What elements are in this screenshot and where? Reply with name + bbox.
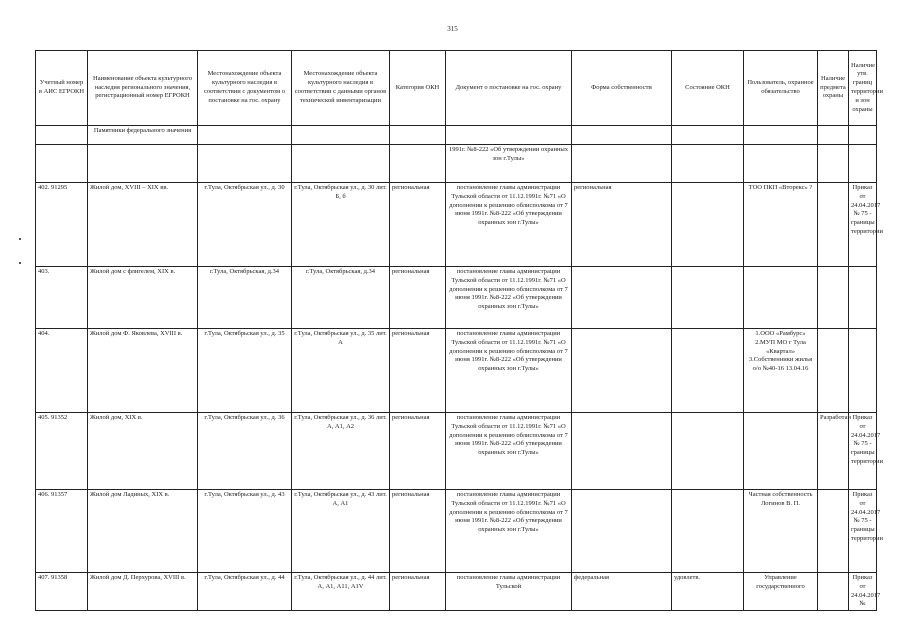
cell-row-number: [36, 145, 88, 183]
cell-document: 1991г. №8-222 «Об утверждении охранных зон г.Тулы»: [446, 145, 572, 183]
cell-category: региональная: [390, 413, 446, 490]
header-user: Пользователь, охранное обязательство: [744, 51, 818, 126]
cell-location-document: г.Тула, Октябрьская ул., д. 36: [198, 413, 292, 490]
cell-category: региональная: [390, 490, 446, 573]
cell-row-number: 404.: [36, 329, 88, 413]
header-borders: Наличие утв. границ территории и зон охраны: [849, 51, 877, 126]
cell-borders: [849, 267, 877, 329]
header-location-document: Местонахождение объекта культурного наследия в соответствии с документом о постановке на гос. охрану: [198, 51, 292, 126]
cell-borders: [849, 329, 877, 413]
cell-state: [672, 413, 744, 490]
cell-user: Частная собственность Логинов В. П.: [744, 490, 818, 573]
page-number: 315: [447, 25, 458, 33]
table-header: [36, 51, 883, 126]
cell-location-inventory: г.Тула, Октябрьская, д.34: [292, 267, 390, 329]
cell-state: удовлетв.: [672, 573, 744, 611]
cell-object-name: Жилой дом, XVIII – XIX вв.: [88, 183, 198, 267]
cell-category: [390, 145, 446, 183]
cell-user: 1.ООО «Рамбурс» 2.МУП МО г Тула «Квартал» 3.Собственники жилья о/о №40-16 13.04.16: [744, 329, 818, 413]
cell-location-document: [198, 145, 292, 183]
cell-borders: Приказ от 24.04.2017 № 75 - границы территории: [849, 183, 877, 267]
cell-ownership: [572, 490, 672, 573]
section-subheader: [36, 126, 877, 145]
cell-location-inventory: г.Тула, Октябрьская ул., д. 44 лит. А, А1, А11, А1V: [292, 573, 390, 611]
table-row: [36, 413, 877, 490]
cell-location-inventory: [292, 145, 390, 183]
cell-ownership: региональная: [572, 183, 672, 267]
cell-ownership: [572, 267, 672, 329]
cell-borders: Приказ от 24.04.2017 № 75 - границы территории: [849, 490, 877, 573]
cell-object-name: Жилой дом Ф. Яковлева, XVIII в.: [88, 329, 198, 413]
cell-user: ТОО ПКП «Вторекс» ?: [744, 183, 818, 267]
cell-category: региональная: [390, 267, 446, 329]
cell-protection-subject: Разработан: [818, 413, 849, 490]
cell-location-inventory: г.Тула, Октябрьская ул., д. 30 лит. Б, б: [292, 183, 390, 267]
cell-user: Управление государственного: [744, 573, 818, 611]
cell-state: [672, 267, 744, 329]
cell-location-document: г.Тула, Октябрьская ул., д. 44: [198, 573, 292, 611]
cell-user: [744, 145, 818, 183]
table-row: [36, 267, 877, 329]
margin-mark: [19, 262, 21, 264]
cell-category: региональная: [390, 183, 446, 267]
subheader-label: Памятники федерального значения: [88, 126, 198, 145]
cell-document: постановление главы администрации Тульской области от 11.12.1991г. №71 «О дополнении к решению облисполкома от 7 июня 1991г. №8-222 «Об утверждении охранных зон г.Тулы»: [446, 183, 572, 267]
cell-protection-subject: [818, 183, 849, 267]
cell-object-name: Жилой дом, XIX в.: [88, 413, 198, 490]
cell-protection-subject: [818, 329, 849, 413]
cell-state: [672, 145, 744, 183]
table-row: [36, 329, 877, 413]
cell-row-number: 402. 91295: [36, 183, 88, 267]
cell-state: [672, 183, 744, 267]
cell-protection-subject: [818, 267, 849, 329]
cell-ownership: [572, 145, 672, 183]
header-state: Состояние ОКН: [672, 51, 744, 126]
cell-location-document: г.Тула, Октябрьская ул., д. 35: [198, 329, 292, 413]
cell-location-inventory: г.Тула, Октябрьская ул., д. 43 лит. А, А1: [292, 490, 390, 573]
cell-location-document: г.Тула, Октябрьская, д.34: [198, 267, 292, 329]
header-document: Документ о постановке на гос. охрану: [446, 51, 572, 126]
header-category: Категория ОКН: [390, 51, 446, 126]
cell-borders: Приказ от 24.04.2017 №: [849, 573, 877, 611]
cell-ownership: [572, 329, 672, 413]
cell-category: региональная: [390, 329, 446, 413]
cell-document: постановление главы администрации Тульской области от 11.12.1991г. №71 «О дополнении к решению облисполкома от 7 июня 1991г. №8-222 «Об утверждении охранных зон г.Тулы»: [446, 413, 572, 490]
cell-location-inventory: г.Тула, Октябрьская ул., д. 36 лит. А, А1, А2: [292, 413, 390, 490]
table-row: [36, 573, 877, 611]
cell-row-number: 406. 91357: [36, 490, 88, 573]
cell-protection-subject: [818, 145, 849, 183]
cell-borders: Приказ от 24.04.2017 № 75 - границы территории: [849, 413, 877, 490]
cell-category: региональная: [390, 573, 446, 611]
cell-object-name: Жилой дом с флигелем, XIX в.: [88, 267, 198, 329]
cell-location-document: г.Тула, Октябрьская ул., д. 30: [198, 183, 292, 267]
cell-location-document: г.Тула, Октябрьская ул., д. 43: [198, 490, 292, 573]
header-ownership: Форма собственности: [572, 51, 672, 126]
header-location-inventory: Местонахождение объекта культурного наследия в соответствии с данными органов технической инвентаризации: [292, 51, 390, 126]
cell-row-number: 407. 91358: [36, 573, 88, 611]
cell-document: постановление главы администрации Тульской: [446, 573, 572, 611]
cell-document: постановление главы администрации Тульской области от 11.12.1991г. №71 «О дополнении к решению облисполкома от 7 июня 1991г. №8-222 «Об утверждении охранных зон г.Тулы»: [446, 490, 572, 573]
header-object-name: Наименование объекта культурного наследия регионального значения, регистрационный номер ЕГРОКН: [88, 51, 198, 126]
cell-object-name: Жилой дом Д. Перхурова, XVIII в.: [88, 573, 198, 611]
cell-document: постановление главы администрации Тульской области от 11.12.1991г. №71 «О дополнении к решению облисполкома от 7 июня 1991г. №8-222 «Об утверждении охранных зон г.Тулы»: [446, 267, 572, 329]
table-row: [36, 490, 877, 573]
cell-ownership: федеральная: [572, 573, 672, 611]
header-account-number: Учетный номер в АИС ЕГРОКН: [36, 51, 88, 126]
cell-protection-subject: [818, 573, 849, 611]
heritage-register-table: [35, 50, 883, 611]
cell-object-name: [88, 145, 198, 183]
cell-location-inventory: г.Тула, Октябрьская ул., д. 35 лит. А: [292, 329, 390, 413]
header-protection-subject: Наличие предмета охраны: [818, 51, 849, 126]
margin-mark: [19, 238, 21, 240]
cell-object-name: Жилой дом Ладиных, XIX в.: [88, 490, 198, 573]
cell-row-number: 405. 91352: [36, 413, 88, 490]
cell-row-number: 403.: [36, 267, 88, 329]
cell-document: постановление главы администрации Тульской области от 11.12.1991г. №71 «О дополнении к решению облисполкома от 7 июня 1991г. №8-222 «Об утверждении охранных зон г.Тулы»: [446, 329, 572, 413]
cell-ownership: [572, 413, 672, 490]
table-row: [36, 183, 877, 267]
cell-borders: [849, 145, 877, 183]
cell-state: [672, 329, 744, 413]
cell-user: [744, 413, 818, 490]
cell-user: [744, 267, 818, 329]
cell-state: [672, 490, 744, 573]
table-row: [36, 145, 877, 183]
cell-protection-subject: [818, 490, 849, 573]
